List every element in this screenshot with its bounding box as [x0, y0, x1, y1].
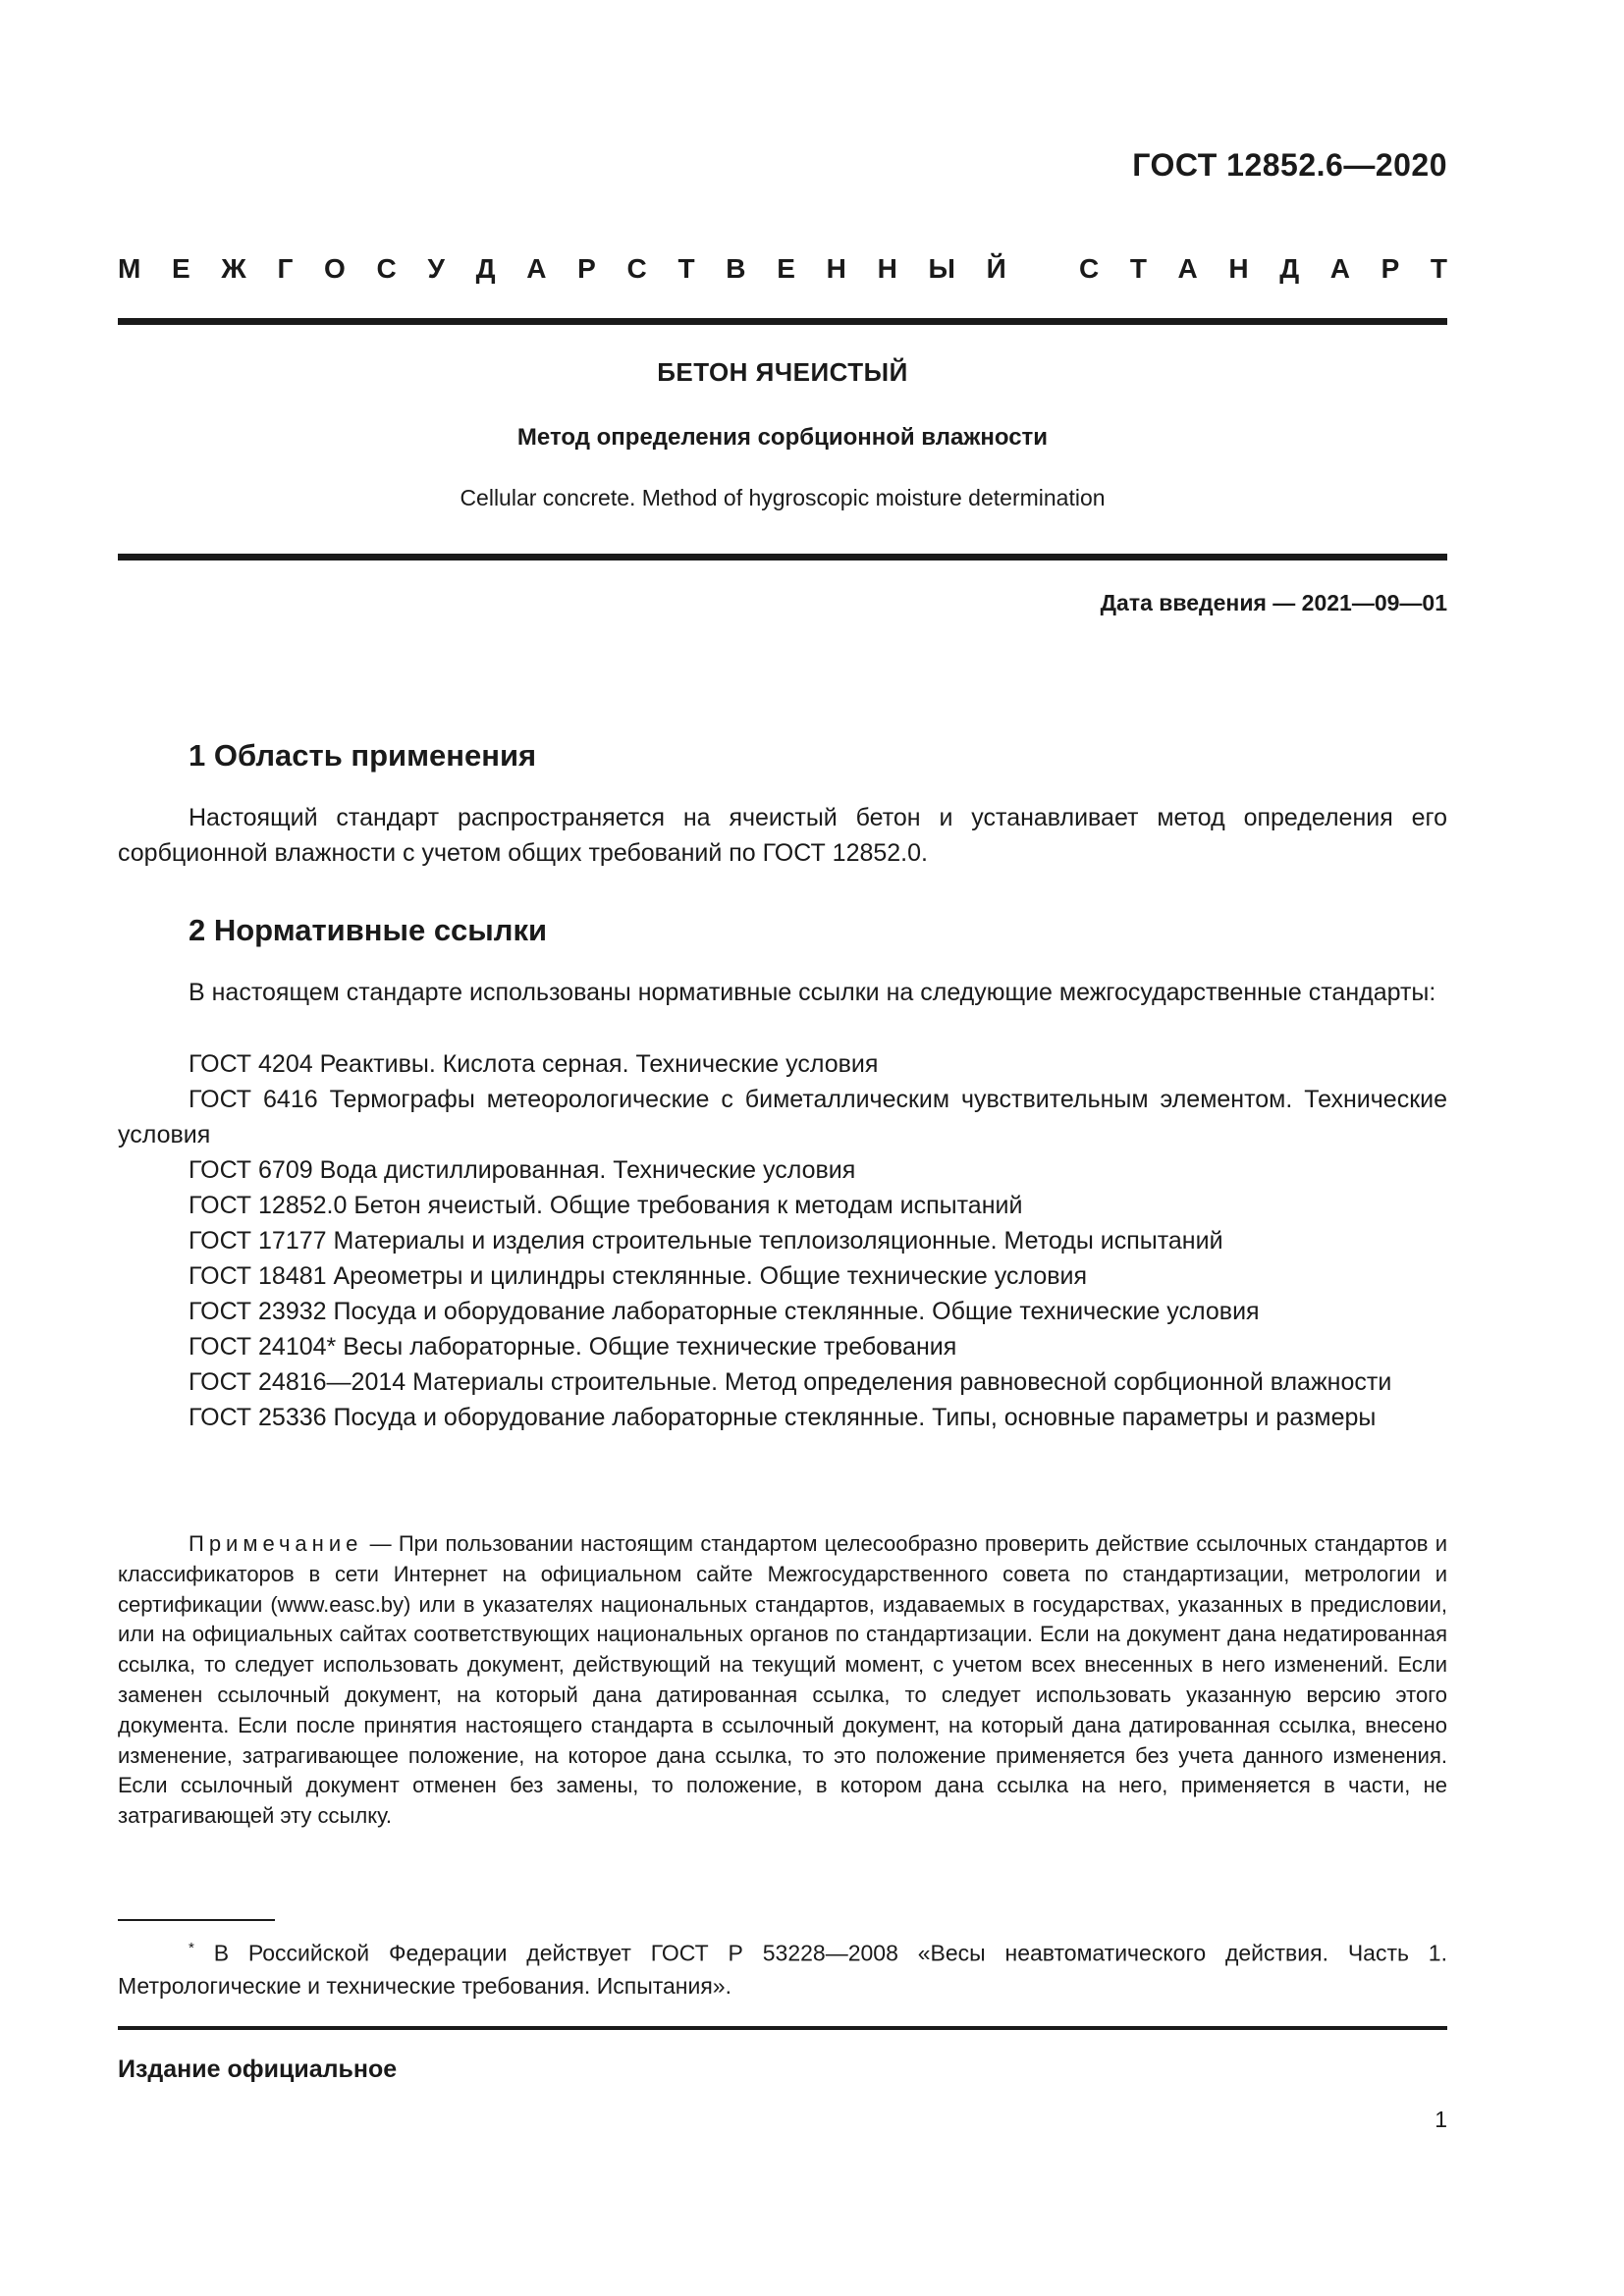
standard-type-banner: [118, 253, 1447, 285]
reference-item: ГОСТ 25336 Посуда и оборудование лабораторные стеклянные. Типы, основные параметры и размеры: [189, 1404, 1377, 1431]
note-text: — При пользовании настоящим стандартом целесообразно проверить действие ссылочных стандартов и классификаторов в сети Интернет на официальном сайте Межгосударственного совета по стандартизации, метрологии и сертификации (www.easc.by) или в указателях национальных стандартов, издаваемых в государствах, указанных в предисловии, или на официальных сайтах соответствующих национальных органов по стандартизации. Если на документ дана недатированная ссылка, то следует использовать документ, действующий на текущий момент, с учетом всех внесенных в него изменений. Если заменен ссылочный документ, на который дана датированная ссылка, то следует использовать указанную версию этого документа. Если после принятия настоящего стандарта в ссылочный документ, на который дана датированная ссылка, внесено изменение, затрагивающее положение, на которое дана ссылка, то это положение применяется без учета данного изменения. Если ссылочный документ отменен без замены, то положение, в котором дана ссылка на него, применяется в части, не затрагивающей эту ссылку.: [118, 1531, 1447, 1829]
footer-divider: [118, 2026, 1447, 2030]
section-heading-scope: 1 Область применения: [189, 738, 537, 773]
document-page: [118, 0, 1447, 2296]
official-edition-label: Издание официальное: [118, 2056, 398, 2083]
reference-item: ГОСТ 6416 Термографы метеорологические с биметаллическим чувствительным элементом. Технические условия: [118, 1086, 1447, 1148]
page-number: 1: [1435, 2107, 1447, 2132]
reference-item: ГОСТ 23932 Посуда и оборудование лабораторные стеклянные. Общие технические условия: [189, 1298, 1260, 1325]
gost-code: ГОСТ 12852.6—2020: [1132, 147, 1447, 183]
document-title-english: Cellular concrete. Method of hygroscopic moisture determination: [460, 485, 1106, 510]
title-divider: [118, 554, 1447, 561]
reference-item: ГОСТ 24104* Весы лабораторные. Общие технические требования: [189, 1333, 957, 1361]
reference-item: ГОСТ 6709 Вода дистиллированная. Технические условия: [189, 1156, 856, 1184]
reference-item: ГОСТ 24816—2014 Материалы строительные. Метод определения равновесной сорбционной влажности: [189, 1368, 1392, 1396]
document-subtitle: Метод определения сорбционной влажности: [516, 424, 1049, 451]
scope-paragraph: Настоящий стандарт распространяется на ячеистый бетон и устанавливает метод определения его сорбционной влажности с учетом общих требований по ГОСТ 12852.0.: [118, 804, 1447, 867]
reference-item: ГОСТ 4204 Реактивы. Кислота серная. Технические условия: [189, 1050, 879, 1078]
references-note: [118, 1529, 1447, 1832]
footnote-text: В Российской Федерации действует ГОСТ Р 53228—2008 «Весы неавтоматического действия. Часть 1. Метрологические и технические требования. Испытания».: [118, 1940, 1447, 1999]
footnote-divider: [118, 1919, 275, 1921]
note-label: Примечание: [189, 1531, 363, 1556]
references-intro-paragraph: В настоящем стандарте использованы нормативные ссылки на следующие межгосударственные стандарты:: [189, 979, 1436, 1006]
normative-references-list: [118, 1046, 1447, 1435]
banner-word-standard: С Т А Н Д А Р Т: [1079, 253, 1447, 284]
introduction-date: Дата введения — 2021—09—01: [1100, 590, 1447, 615]
document-title: БЕТОН ЯЧЕИСТЫЙ: [657, 357, 908, 387]
header-divider: [118, 318, 1447, 325]
banner-word-interstate: М Е Ж Г О С У Д А Р С Т В Е Н Н Ы Й: [118, 253, 1006, 284]
section-heading-normative-references: 2 Нормативные ссылки: [189, 913, 548, 947]
reference-item: ГОСТ 12852.0 Бетон ячеистый. Общие требования к методам испытаний: [189, 1192, 1023, 1219]
reference-item: ГОСТ 17177 Материалы и изделия строительные теплоизоляционные. Методы испытаний: [189, 1227, 1223, 1255]
reference-item: ГОСТ 18481 Ареометры и цилиндры стеклянные. Общие технические условия: [189, 1262, 1088, 1290]
footnote: [118, 1932, 1447, 2002]
footnote-marker: *: [189, 1940, 194, 1956]
